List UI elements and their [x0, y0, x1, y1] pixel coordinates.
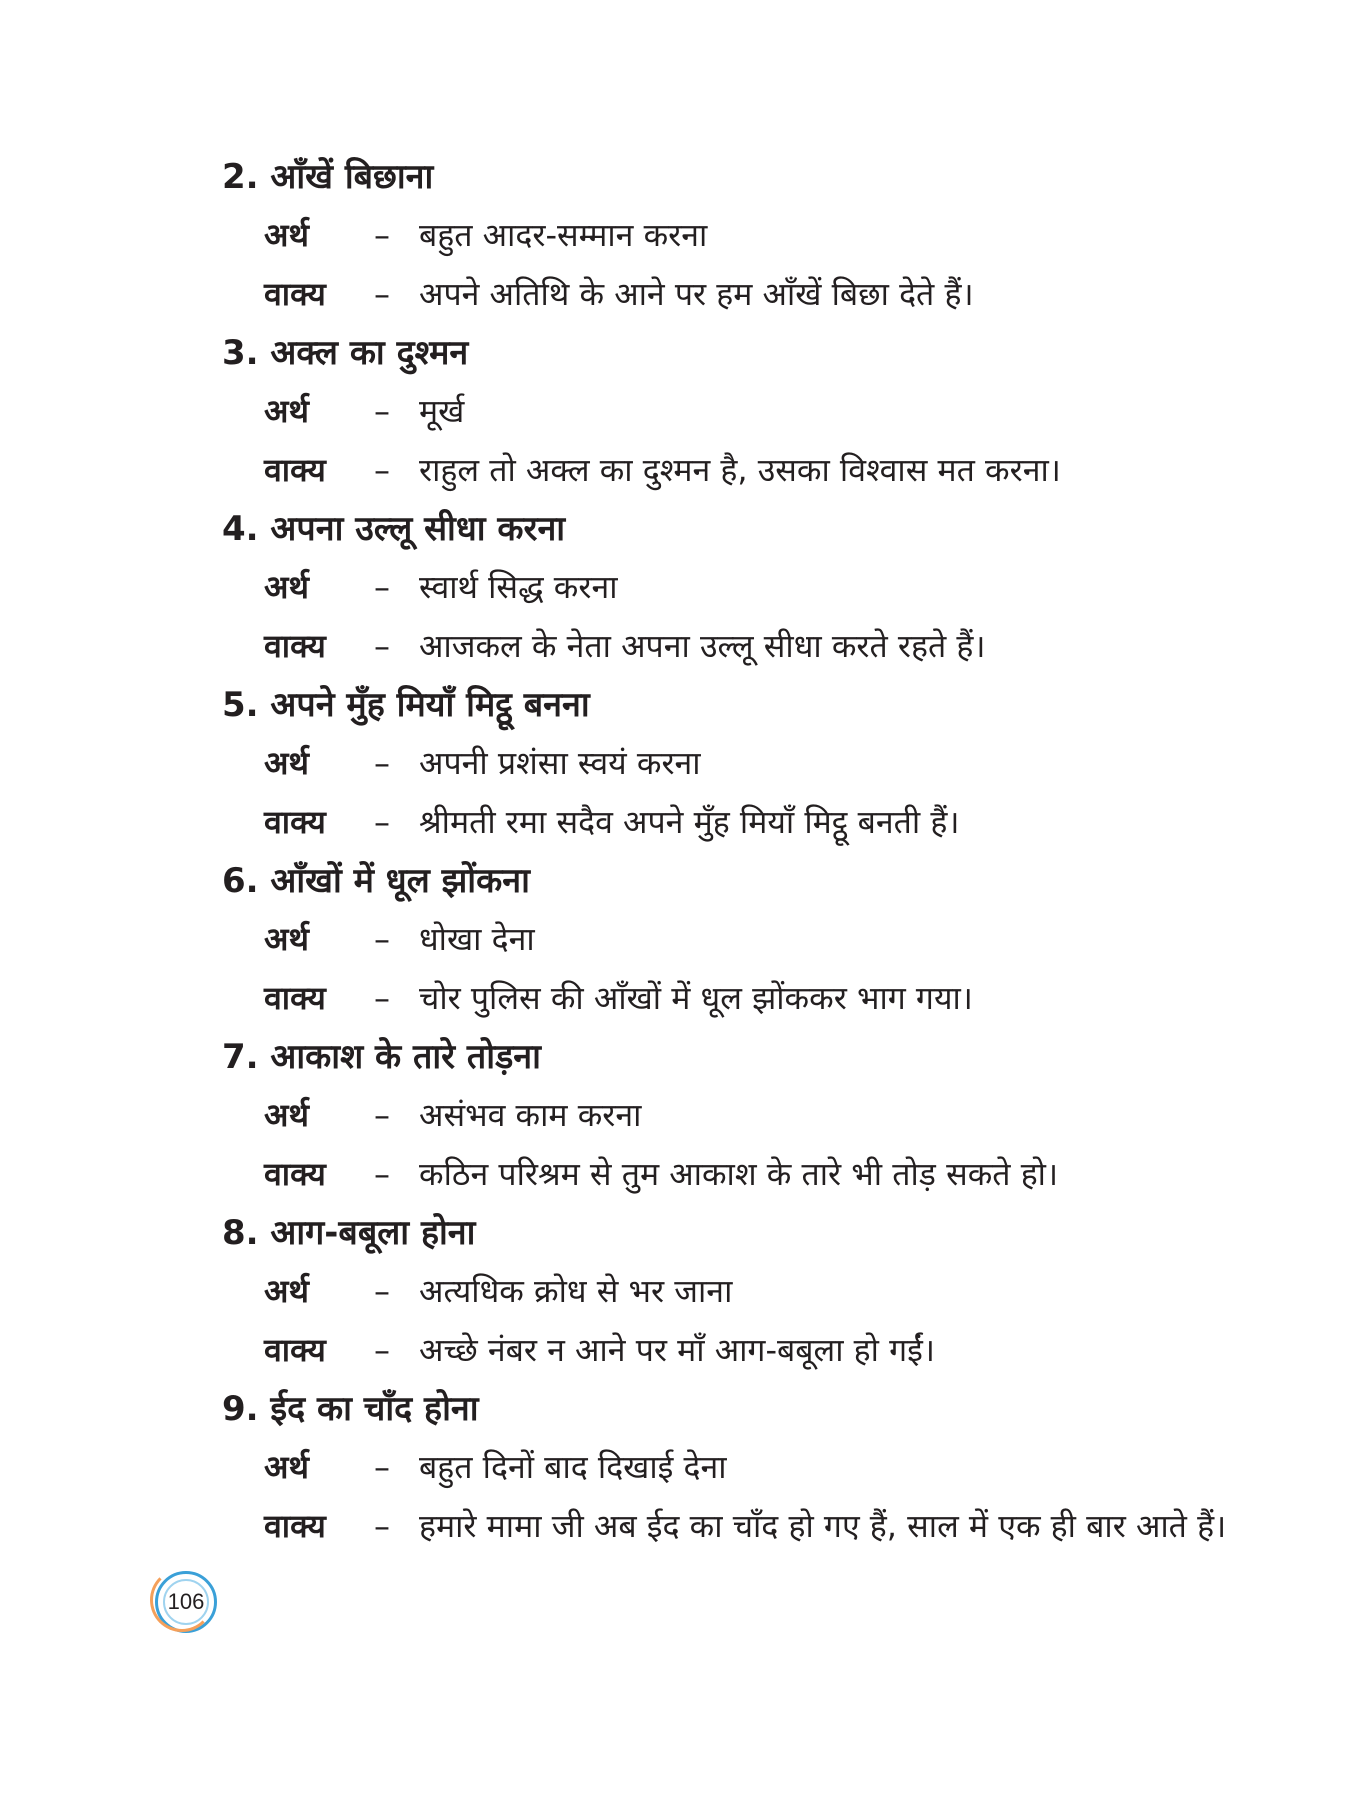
- sentence-row: [222, 265, 1282, 324]
- dash: –: [374, 216, 390, 254]
- idiom-phrase: अक्ल का दुश्मन: [270, 333, 469, 373]
- idiom-entry: [222, 500, 1282, 676]
- idiom-number: 3.: [222, 333, 259, 373]
- idiom-entry: [222, 1204, 1282, 1380]
- idioms-list: [222, 148, 1282, 1556]
- idiom-heading: [222, 1204, 1282, 1262]
- sentence-row: [222, 1497, 1282, 1556]
- idiom-number: 6.: [222, 861, 259, 901]
- sentence-text: आजकल के नेता अपना उल्लू सीधा करते रहते हैं।: [419, 627, 986, 665]
- dash: –: [374, 1448, 390, 1486]
- sentence-text: हमारे मामा जी अब ईद का चाँद हो गए हैं, साल में एक ही बार आते हैं।: [419, 1507, 1227, 1545]
- page-number-badge: [155, 1571, 217, 1633]
- idiom-entry: [222, 148, 1282, 324]
- meaning-text: अत्यधिक क्रोध से भर जाना: [419, 1272, 733, 1310]
- dash: –: [374, 275, 390, 313]
- idiom-phrase: आकाश के तारे तोड़ना: [270, 1037, 541, 1077]
- meaning-text: धोखा देना: [419, 920, 535, 958]
- meaning-row: [222, 558, 1282, 617]
- meaning-row: [222, 206, 1282, 265]
- idiom-heading: [222, 324, 1282, 382]
- meaning-text: बहुत दिनों बाद दिखाई देना: [419, 1448, 727, 1486]
- meaning-row: [222, 1086, 1282, 1145]
- idiom-number: 8.: [222, 1213, 259, 1253]
- sentence-row: [222, 441, 1282, 500]
- sentence-row: [222, 793, 1282, 852]
- sentence-text: कठिन परिश्रम से तुम आकाश के तारे भी तोड़ सकते हो।: [419, 1155, 1059, 1193]
- idiom-heading: [222, 148, 1282, 206]
- meaning-label: अर्थ: [264, 1272, 309, 1310]
- meaning-row: [222, 734, 1282, 793]
- idiom-phrase: अपने मुँह मियाँ मिट्ठू बनना: [270, 685, 590, 725]
- sentence-label: वाक्य: [264, 1331, 326, 1369]
- dash: –: [374, 392, 390, 430]
- idiom-number: 7.: [222, 1037, 259, 1077]
- meaning-text: मूर्ख: [419, 392, 465, 430]
- dash: –: [374, 1155, 390, 1193]
- idiom-phrase: आँखें बिछाना: [270, 157, 434, 197]
- dash: –: [374, 744, 390, 782]
- sentence-label: वाक्य: [264, 451, 326, 489]
- sentence-text: अपने अतिथि के आने पर हम आँखें बिछा देते हैं।: [419, 275, 974, 313]
- sentence-label: वाक्य: [264, 803, 326, 841]
- sentence-text: अच्छे नंबर न आने पर माँ आग-बबूला हो गईं।: [419, 1331, 935, 1369]
- meaning-label: अर्थ: [264, 216, 309, 254]
- idiom-phrase: अपना उल्लू सीधा करना: [270, 509, 566, 549]
- idiom-number: 5.: [222, 685, 259, 725]
- sentence-row: [222, 617, 1282, 676]
- meaning-text: बहुत आदर-सम्मान करना: [419, 216, 708, 254]
- idiom-phrase: आग-बबूला होना: [270, 1213, 476, 1253]
- idiom-heading: [222, 676, 1282, 734]
- dash: –: [374, 1096, 390, 1134]
- idiom-number: 4.: [222, 509, 259, 549]
- sentence-text: राहुल तो अक्ल का दुश्मन है, उसका विश्वास मत करना।: [419, 451, 1061, 489]
- dash: –: [374, 1507, 390, 1545]
- idiom-phrase: ईद का चाँद होना: [270, 1389, 479, 1429]
- idiom-entry: [222, 1380, 1282, 1556]
- sentence-label: वाक्य: [264, 979, 326, 1017]
- dash: –: [374, 451, 390, 489]
- sentence-row: [222, 1321, 1282, 1380]
- meaning-row: [222, 1262, 1282, 1321]
- sentence-text: श्रीमती रमा सदैव अपने मुँह मियाँ मिट्ठू बनती हैं।: [419, 803, 960, 841]
- idiom-entry: [222, 852, 1282, 1028]
- dash: –: [374, 568, 390, 606]
- idiom-phrase: आँखों में धूल झोंकना: [270, 861, 530, 901]
- meaning-text: अपनी प्रशंसा स्वयं करना: [419, 744, 701, 782]
- idiom-entry: [222, 676, 1282, 852]
- meaning-row: [222, 1438, 1282, 1497]
- sentence-label: वाक्य: [264, 627, 326, 665]
- meaning-label: अर्थ: [264, 568, 309, 606]
- dash: –: [374, 1331, 390, 1369]
- sentence-row: [222, 1145, 1282, 1204]
- meaning-label: अर्थ: [264, 1096, 309, 1134]
- sentence-text: चोर पुलिस की आँखों में धूल झोंककर भाग गया।: [419, 979, 973, 1017]
- meaning-label: अर्थ: [264, 744, 309, 782]
- meaning-row: [222, 382, 1282, 441]
- dash: –: [374, 627, 390, 665]
- dash: –: [374, 920, 390, 958]
- idiom-entry: [222, 324, 1282, 500]
- sentence-label: वाक्य: [264, 275, 326, 313]
- idiom-heading: [222, 1028, 1282, 1086]
- sentence-row: [222, 969, 1282, 1028]
- dash: –: [374, 979, 390, 1017]
- idiom-number: 9.: [222, 1389, 259, 1429]
- idiom-entry: [222, 1028, 1282, 1204]
- meaning-label: अर्थ: [264, 392, 309, 430]
- sentence-label: वाक्य: [264, 1507, 326, 1545]
- dash: –: [374, 1272, 390, 1310]
- dash: –: [374, 803, 390, 841]
- meaning-text: स्वार्थ सिद्ध करना: [419, 568, 618, 606]
- idiom-heading: [222, 1380, 1282, 1438]
- meaning-row: [222, 910, 1282, 969]
- idiom-heading: [222, 500, 1282, 558]
- meaning-text: असंभव काम करना: [419, 1096, 642, 1134]
- idiom-heading: [222, 852, 1282, 910]
- page-number: 106: [163, 1579, 209, 1625]
- sentence-label: वाक्य: [264, 1155, 326, 1193]
- meaning-label: अर्थ: [264, 1448, 309, 1486]
- idiom-number: 2.: [222, 157, 259, 197]
- meaning-label: अर्थ: [264, 920, 309, 958]
